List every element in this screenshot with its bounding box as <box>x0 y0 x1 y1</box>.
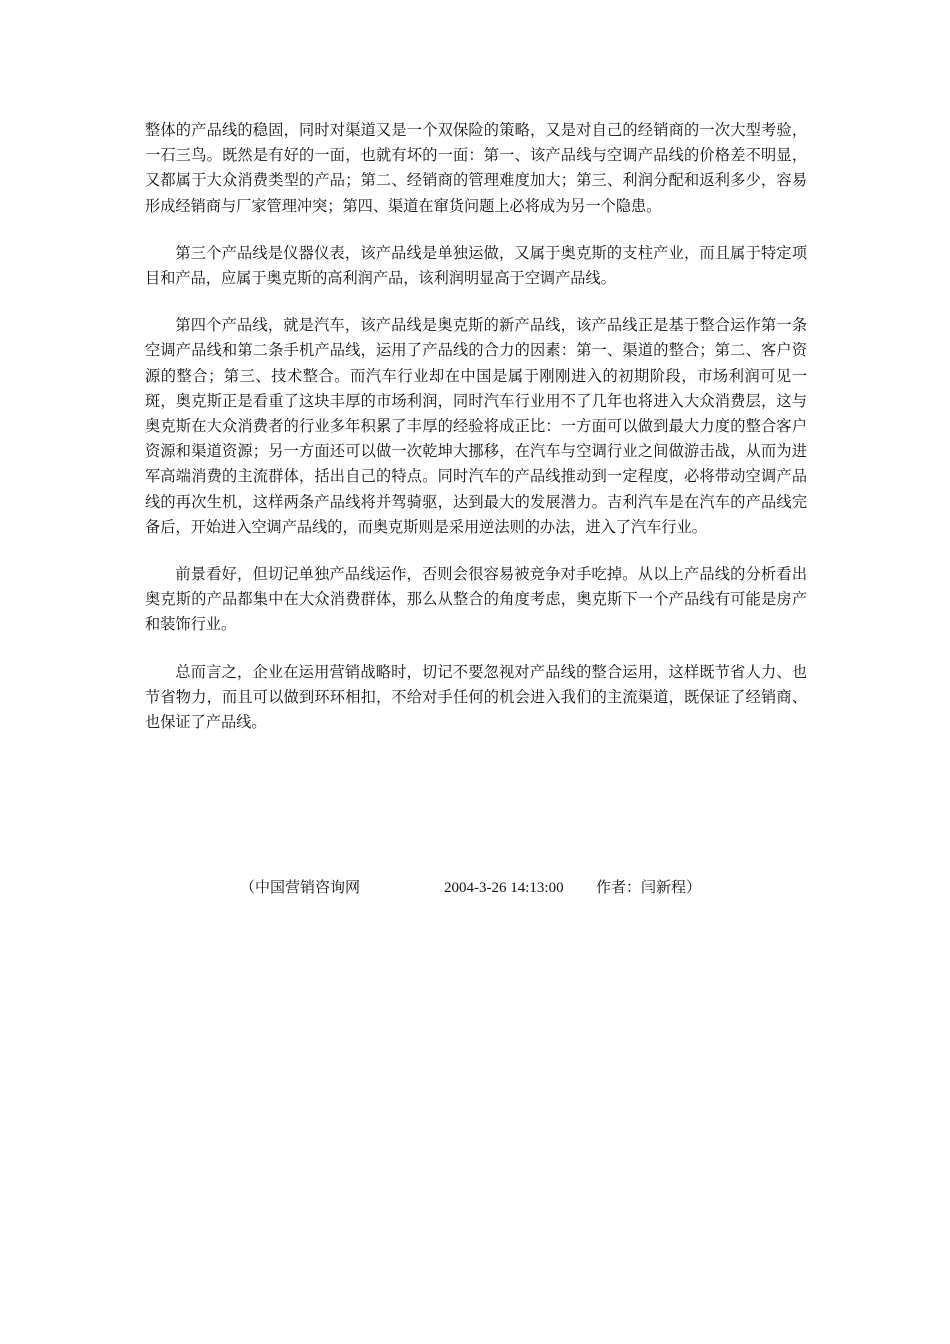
footer-datetime: 2004-3-26 14:13:00 <box>444 880 564 896</box>
paragraph-1: 整体的产品线的稳固，同时对渠道又是一个双保险的策略，又是对自己的经销商的一次大型考验，一石三鸟。既然是有好的一面，也就有坏的一面：第一、该产品线与空调产品线的价格差不明显，又都属于大众消费类型的产品；第二、经销商的管理难度加大；第三、利润分配和返利多少，容易形成经销商与厂家管理冲突；第四、渠道在窜货问题上必将成为另一个隐患。 <box>145 121 807 215</box>
paragraph-5: 总而言之，企业在运用营销战略时，切记不要忽视对产品线的整合运用，这样既节省人力、也节省物力，而且可以做到环环相扣，不给对手任何的机会进入我们的主流渠道，既保证了经销商、也保证了产品线。 <box>145 662 807 732</box>
source-footer <box>240 876 840 901</box>
paragraph-2: 第三个产品线是仪器仪表，该产品线是单独运做，又属于奥克斯的支柱产业，而且属于特定项目和产品，应属于奥克斯的高利润产品，该利润明显高于空调产品线。 <box>145 243 807 288</box>
paragraph-3: 第四个产品线，就是汽车，该产品线是奥克斯的新产品线，该产品线正是基于整合运作第一条空调产品线和第二条手机产品线，运用了产品线的合力的因素：第一、渠道的整合；第二、客户资源的整合；第三、技术整合。而汽车行业却在中国是属于刚刚进入的初期阶段，市场利润可见一斑，奥克斯正是看重了这块丰厚的市场利润，同时汽车行业用不了几年也将进入大众消费层，这与奥克斯在大众消费者的行业多年积累了丰厚的经验将成正比：一方面可以做到最大力度的整合客户资源和渠道资源；另一方面还可以做一次乾坤大挪移，在汽车与空调行业之间做游击战，从而为进军高端消费的主流群体，括出自己的特点。同时汽车的产品线推动到一定程度，必将带动空调产品线的再次生机，这样两条产品线将并驾骑驱，达到最大的发展潜力。吉利汽车是在汽车的产品线完备后，开始进入空调产品线的，而奥克斯则是采用逆法则的办法，进入了汽车行业。 <box>145 316 807 536</box>
footer-author: 作者：闫新程） <box>596 880 702 896</box>
document-body <box>145 118 807 757</box>
paragraph-4: 前景看好，但切记单独产品线运作，否则会很容易被竞争对手吃掉。从以上产品线的分析看出奥克斯的产品都集中在大众消费群体，那么从整合的角度考虑，奥克斯下一个产品线有可能是房产和装饰行业。 <box>145 565 807 634</box>
footer-source: （中国营销咨询网 <box>240 880 361 896</box>
